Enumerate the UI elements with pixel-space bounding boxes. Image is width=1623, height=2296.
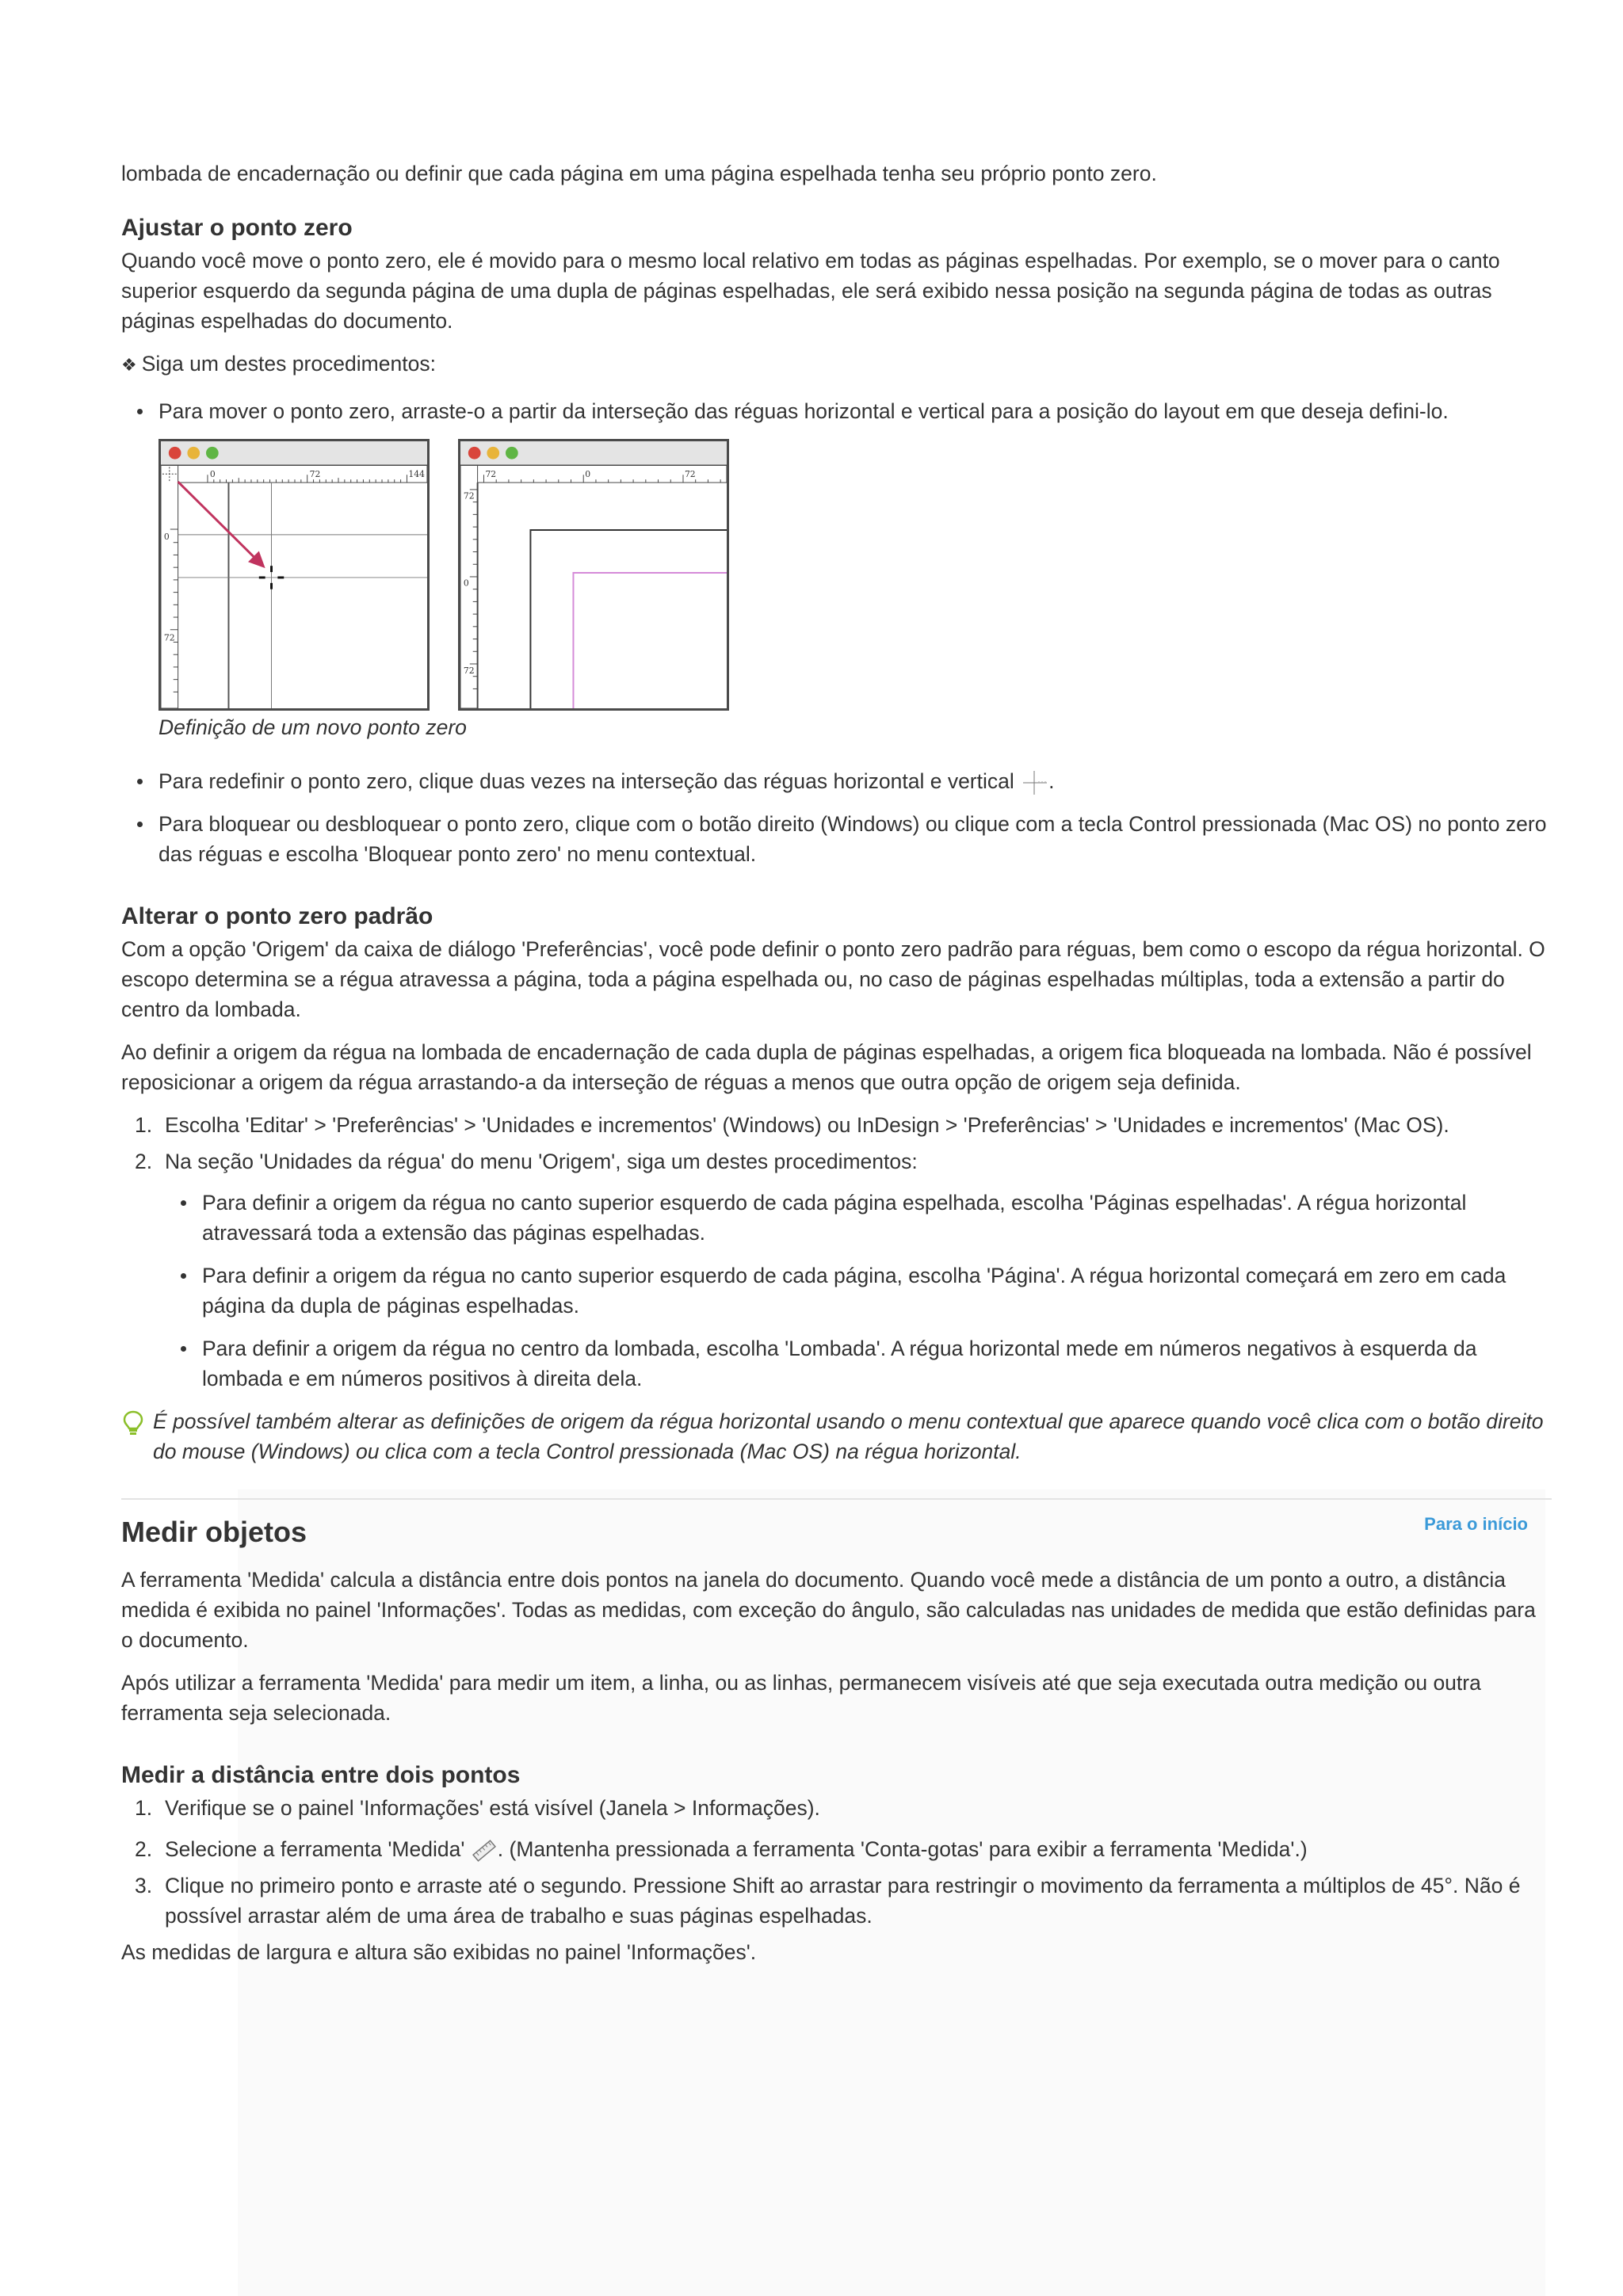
list-item-text: Para bloquear ou desbloquear o ponto zero, clique com o botão direito (Windows) ou clique com a tecla Control pressionada (Mac OS) no ponto zero das réguas e escolha 'Bloquear ponto zero' no menu contextual. xyxy=(158,812,1547,866)
measure-section-header xyxy=(121,1500,1552,1557)
adjust-heading: Ajustar o ponto zero xyxy=(121,215,353,241)
diamond-bullet-icon: ❖ xyxy=(121,355,137,375)
ruler-label: 0 xyxy=(209,469,216,480)
measure-paragraph-1: A ferramenta 'Medida' calcula a distância entre dois pontos na janela do documento. Quando você mede a distância de um ponto a outro, a distância medida é exibida no painel 'Informações'. Todas as medidas, com exceção do ângulo, são calculadas nas unidades de medida que estão definidas para o documento. xyxy=(121,1568,1536,1652)
measure-paragraph-2: Após utilizar a ferramenta 'Medida' para medir um item, a linha, ou as linhas, permanecem visíveis até que seja executada outra medição ou outra ferramenta seja selecionada. xyxy=(121,1671,1481,1725)
list-item xyxy=(165,1871,1552,1931)
default-zero-heading: Alterar o ponto zero padrão xyxy=(121,903,433,929)
step-text: Na seção 'Unidades da régua' do menu 'Origem', siga um destes procedimentos: xyxy=(165,1150,918,1173)
ruler-label: 0 xyxy=(585,469,591,480)
step-text: Clique no primeiro ponto e arraste até o segundo. Pressione Shift ao arrastar para restringir o movimento da ferramenta a múltiplos de 45°. Não é possível arrastar além de uma área de trabalho e suas páginas espelhadas. xyxy=(165,1874,1521,1928)
ruler-label: 72 xyxy=(684,469,696,480)
procedure-label-text: Siga um destes procedimentos: xyxy=(141,352,436,376)
list-item xyxy=(202,1261,1552,1321)
ruler-window-after xyxy=(458,439,729,711)
zero-point-figure xyxy=(158,439,1552,742)
step-text: Escolha 'Editar' > 'Preferências' > 'Unidades e incrementos' (Windows) ou InDesign > 'Preferências' > 'Unidades e incrementos' (Mac OS). xyxy=(165,1113,1449,1137)
step-text-suffix: . (Mantenha pressionada a ferramenta 'Conta-gotas' para exibir a ferramenta 'Medida'.) xyxy=(497,1837,1308,1861)
measure-title: Medir objetos xyxy=(121,1516,307,1548)
adjust-bullet-list xyxy=(121,396,1552,426)
lightbulb-icon xyxy=(121,1409,145,1436)
ruler-label: 0 xyxy=(163,531,170,542)
adjust-bullet-list-2 xyxy=(121,766,1552,869)
list-item xyxy=(165,1110,1552,1140)
list-item xyxy=(202,1333,1552,1394)
ruler-window-before xyxy=(158,439,430,711)
list-item xyxy=(165,1834,1552,1864)
minimize-icon xyxy=(487,447,499,460)
tip-note xyxy=(121,1406,1552,1466)
origin-options-list xyxy=(165,1188,1552,1394)
list-item xyxy=(165,1793,1552,1823)
content-column xyxy=(121,158,1552,1980)
back-to-top-link[interactable]: Para o início xyxy=(1424,1514,1528,1534)
default-zero-paragraph-1: Com a opção 'Origem' da caixa de diálogo 'Preferências', você pode definir o ponto zero padrão para réguas, bem como o escopo da régua horizontal. O escopo determina se a régua atravessa a página, toda a página espelhada ou, no caso de páginas espelhadas múltiplas, toda a extensão a partir do centro da lombada. xyxy=(121,937,1545,1021)
measure-steps xyxy=(121,1793,1552,1931)
adjust-paragraph: Quando você move o ponto zero, ele é movido para o mesmo local relativo em todas as páginas espelhadas. Por exemplo, se o mover para o canto superior esquerdo da segunda página de uma dupla de páginas espelhadas, ele será exibido nessa posição na segunda página de todas as outras páginas espelhadas do documento. xyxy=(121,249,1500,333)
list-item-text: Para definir a origem da régua no canto superior esquerdo de cada página, escolha 'Página'. A régua horizontal começará em zero em cada página da dupla de páginas espelhadas. xyxy=(202,1264,1507,1318)
list-item-text: Para redefinir o ponto zero, clique duas vezes na interseção das réguas horizontal e vertical xyxy=(158,769,1014,793)
list-item-text: Para mover o ponto zero, arraste-o a partir da interseção das réguas horizontal e vertical para a posição do layout em que deseja defini-lo. xyxy=(158,399,1449,423)
list-item-text: Para definir a origem da régua no centro da lombada, escolha 'Lombada'. A régua horizontal mede em números negativos à esquerda da lombada e em números positivos à direita dela. xyxy=(202,1337,1477,1390)
step-text: Verifique se o painel 'Informações' está visível (Janela > Informações). xyxy=(165,1796,820,1820)
ruler-label: 72 xyxy=(463,665,475,676)
intro-text: lombada de encadernação ou definir que cada página em uma página espelhada tenha seu próprio ponto zero. xyxy=(121,162,1157,185)
list-item-text: Para definir a origem da régua no canto superior esquerdo de cada página espelhada, escolha 'Páginas espelhadas'. A régua horizontal atravessará toda a extensão das páginas espelhadas. xyxy=(202,1191,1467,1245)
zoom-icon xyxy=(506,447,518,460)
procedure-label xyxy=(121,349,1552,380)
period-text: . xyxy=(1048,769,1055,793)
list-item xyxy=(158,809,1552,869)
ruler-intersection-icon xyxy=(1020,769,1048,796)
default-zero-steps xyxy=(121,1110,1552,1394)
list-item xyxy=(165,1146,1552,1394)
measure-tool-icon xyxy=(471,1837,498,1864)
zoom-icon xyxy=(206,447,219,460)
list-item xyxy=(202,1188,1552,1248)
tip-text: É possível também alterar as definições de origem da régua horizontal usando o menu contextual que aparece quando você clica com o botão direito do mouse (Windows) ou clica com a tecla Control pressionada (Mac OS) na régua horizontal. xyxy=(153,1409,1544,1463)
ruler-label: 0 xyxy=(463,578,469,589)
step-text: Selecione a ferramenta 'Medida' xyxy=(165,1837,465,1861)
figure-caption: Definição de um novo ponto zero xyxy=(158,715,467,739)
list-item xyxy=(158,766,1552,796)
ruler-label: 144 xyxy=(408,469,426,480)
default-zero-paragraph-2: Ao definir a origem da régua na lombada de encadernação de cada dupla de páginas espelhadas, a origem fica bloqueada na lombada. Não é possível reposicionar a origem da régua arrastando-a da interseção de réguas a menos que outra opção de origem seja definida. xyxy=(121,1040,1532,1094)
ruler-label: 72 xyxy=(485,469,497,480)
measure-footer-text: As medidas de largura e altura são exibidas no painel 'Informações'. xyxy=(121,1940,757,1964)
close-icon xyxy=(468,447,481,460)
list-item xyxy=(158,396,1552,426)
measure-distance-heading: Medir a distância entre dois pontos xyxy=(121,1762,521,1788)
close-icon xyxy=(169,447,181,460)
ruler-label: 72 xyxy=(163,632,175,643)
ruler-label: 72 xyxy=(463,490,475,502)
ruler-label: 72 xyxy=(309,469,321,480)
minimize-icon xyxy=(187,447,200,460)
